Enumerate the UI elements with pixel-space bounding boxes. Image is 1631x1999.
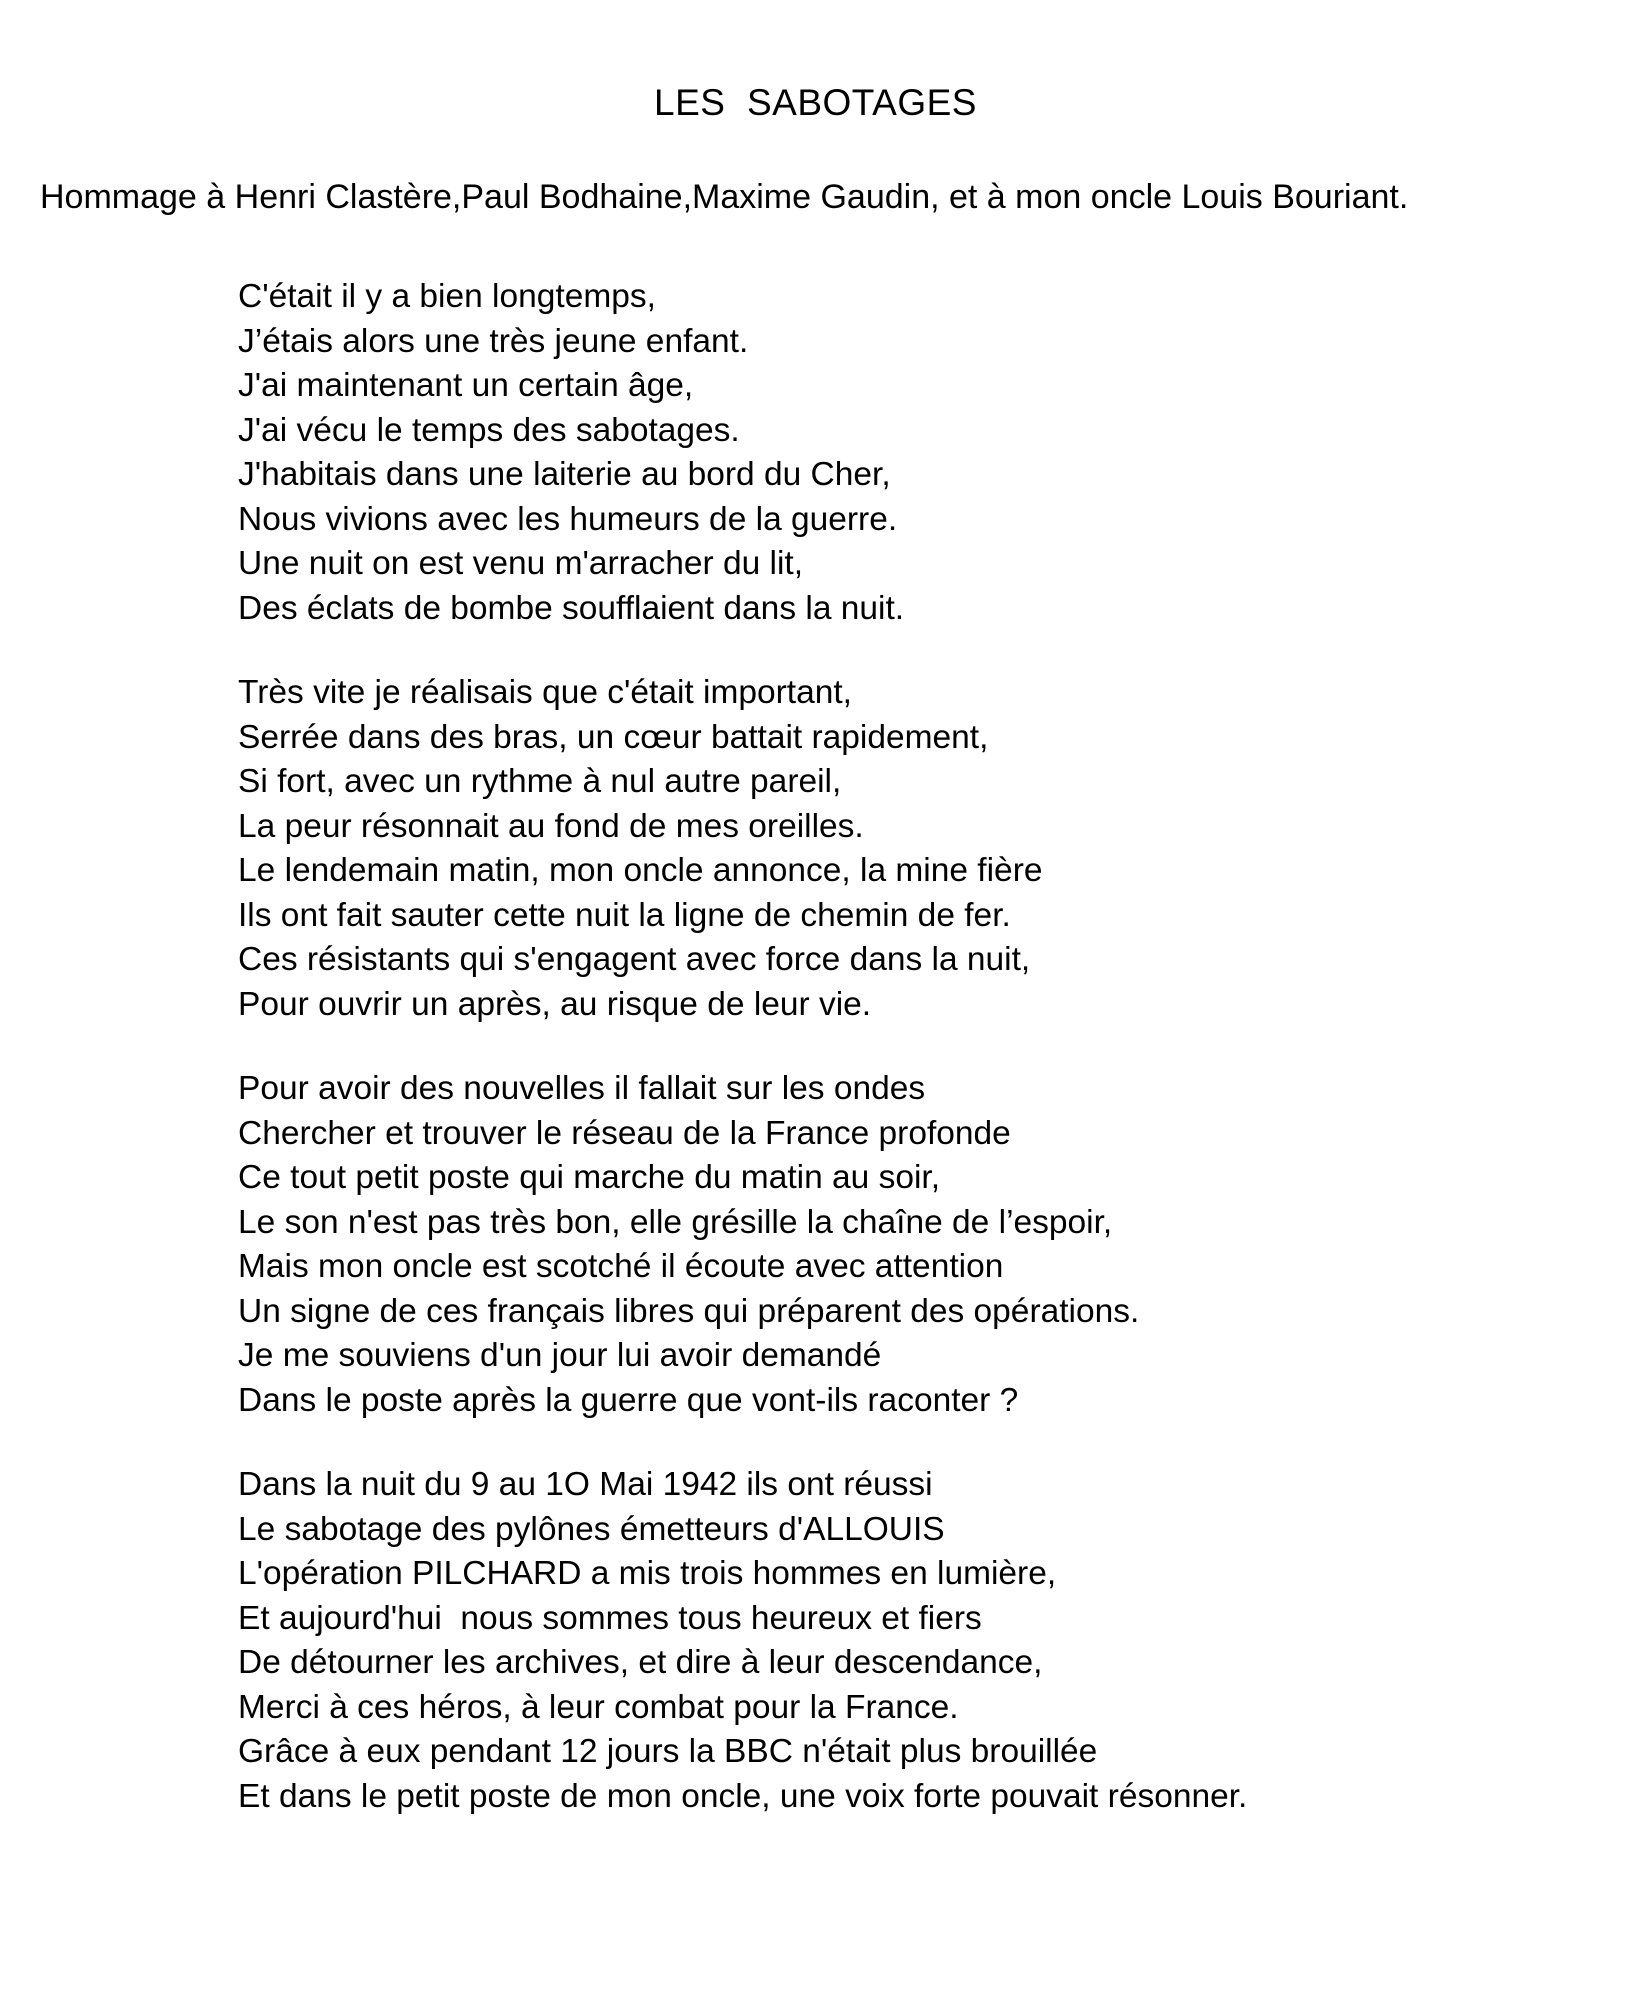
poem-line: J'habitais dans une laiterie au bord du Cher, (238, 456, 891, 494)
poem-line: L'opération PILCHARD a mis trois hommes en lumière, (238, 1555, 1057, 1593)
poem-line: Des éclats de bombe soufflaient dans la nuit. (238, 589, 905, 627)
poem-line: Serrée dans des bras, un cœur battait rapidement, (238, 718, 989, 756)
poem-line: Nous vivions avec les humeurs de la guerre. (238, 500, 898, 538)
poem-line: Ces résistants qui s'engagent avec force dans la nuit, (238, 941, 1031, 979)
poem-line: Très vite je réalisais que c'était important, (238, 674, 852, 712)
poem-line: Chercher et trouver le réseau de la France profonde (238, 1114, 1011, 1152)
poem-line: Et dans le petit poste de mon oncle, une voix forte pouvait résonner. (238, 1777, 1248, 1815)
poem-line: Dans la nuit du 9 au 1O Mai 1942 ils ont réussi (238, 1466, 933, 1504)
page-title: LES SABOTAGES (654, 82, 977, 123)
stanza (238, 1067, 1611, 1423)
stanza (238, 275, 1611, 631)
poem-line: C'était il y a bien longtemps, (238, 278, 656, 316)
poem-line: Si fort, avec un rythme à nul autre pareil, (238, 763, 842, 801)
poem-line: Dans le poste après la guerre que vont-ils raconter ? (238, 1381, 1019, 1419)
poem-line: Grâce à eux pendant 12 jours la BBC n'était plus brouillée (238, 1733, 1098, 1771)
poem-line: Une nuit on est venu m'arracher du lit, (238, 545, 804, 583)
stanza (238, 1463, 1611, 1819)
poem-line: Et aujourd'hui nous sommes tous heureux et fiers (238, 1599, 982, 1637)
poem-line: Un signe de ces français libres qui préparent des opérations. (238, 1292, 1140, 1330)
poem-line: J'ai vécu le temps des sabotages. (238, 411, 740, 449)
poem-line: Merci à ces héros, à leur combat pour la France. (238, 1688, 959, 1726)
poem-line: Je me souviens d'un jour lui avoir demandé (238, 1337, 882, 1375)
poem-line: Ce tout petit poste qui marche du matin au soir, (238, 1159, 941, 1197)
poem-line: Le sabotage des pylônes émetteurs d'ALLOUIS (238, 1510, 945, 1548)
poem-line: Mais mon oncle est scotché il écoute avec attention (238, 1248, 1004, 1286)
poem-body (0, 219, 1631, 1819)
stanza (238, 671, 1611, 1027)
dedication-paragraph: Hommage à Henri Clastère,Paul Bodhaine,Maxime Gaudin, et à mon oncle Louis Bouriant. (40, 178, 1409, 216)
poem-line: Pour ouvrir un après, au risque de leur vie. (238, 985, 872, 1023)
poem-line: J’étais alors une très jeune enfant. (238, 322, 749, 360)
poem-line: Pour avoir des nouvelles il fallait sur les ondes (238, 1070, 926, 1108)
poem-line: J'ai maintenant un certain âge, (238, 367, 694, 405)
poem-line: Le son n'est pas très bon, elle grésille la chaîne de l’espoir, (238, 1203, 1113, 1241)
poem-line: De détourner les archives, et dire à leur descendance, (238, 1644, 1043, 1682)
poem-line: Le lendemain matin, mon oncle annonce, la mine fière (238, 852, 1043, 890)
poem-line: Ils ont fait sauter cette nuit la ligne de chemin de fer. (238, 896, 1011, 934)
poem-line: La peur résonnait au fond de mes oreilles. (238, 807, 864, 845)
